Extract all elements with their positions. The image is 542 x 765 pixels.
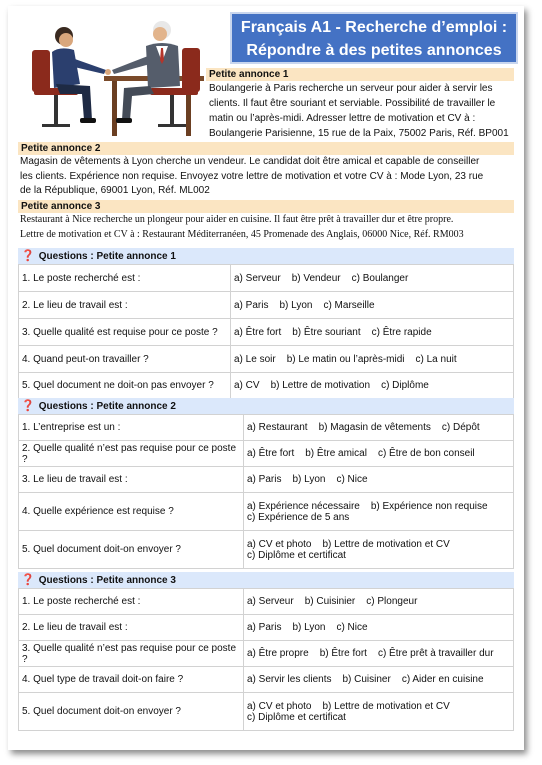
question-row: [19, 265, 514, 292]
question-text: 2. Quelle qualité n’est pas requise pour ce poste ?: [19, 441, 244, 467]
question-row: [19, 373, 514, 399]
question-row: [19, 693, 514, 731]
answer-options: [244, 441, 514, 467]
question-text: 1. Le poste recherché est :: [19, 589, 244, 615]
answer-option[interactable]: c) Plongeur: [366, 596, 418, 607]
ad-1-text: [209, 81, 515, 141]
answer-option[interactable]: c) Expérience de 5 ans: [247, 511, 350, 523]
answer-option[interactable]: b) Lettre de motivation: [270, 380, 371, 391]
questions-table-2: [18, 414, 514, 569]
answer-option[interactable]: b) Être amical: [305, 448, 367, 459]
answer-option[interactable]: c) Être prêt à travailler dur: [377, 648, 494, 659]
question-text: 3. Quelle qualité est requise pour ce poste ?: [19, 319, 231, 346]
question-row: [19, 531, 514, 569]
answer-option[interactable]: c) Diplôme: [381, 380, 429, 391]
answer-options: [244, 641, 514, 667]
answer-option[interactable]: b) Être souriant: [292, 326, 361, 338]
answer-option[interactable]: a) CV: [234, 380, 260, 391]
question-row: [19, 292, 514, 319]
question-text: 3. Quelle qualité n’est pas requise pour ce poste ?: [19, 641, 244, 667]
question-mark-icon: ❓: [21, 400, 35, 412]
answer-option[interactable]: b) Lettre de motivation et CV: [322, 538, 450, 550]
answer-options: [231, 373, 514, 399]
answer-option[interactable]: a) Le soir: [234, 353, 276, 365]
question-row: [19, 615, 514, 641]
title-line-2: Répondre à des petites annonces: [246, 42, 502, 59]
ad-3-text: [20, 213, 516, 242]
answer-option[interactable]: c) Marseille: [323, 299, 375, 311]
answer-option[interactable]: b) Cuisinier: [304, 596, 356, 607]
answer-option[interactable]: b) Expérience non requise: [370, 500, 488, 512]
answer-option[interactable]: c) Diplôme et certificat: [247, 549, 346, 561]
answer-option[interactable]: a) CV et photo: [247, 538, 312, 550]
worksheet-page: [8, 6, 524, 750]
question-text: 4. Quel type de travail doit-on faire ?: [19, 667, 244, 693]
question-row: [19, 667, 514, 693]
answer-option[interactable]: a) Paris: [234, 299, 269, 311]
question-text: 3. Le lieu de travail est :: [19, 467, 244, 493]
questions-table-3: [18, 588, 514, 731]
question-row: [19, 319, 514, 346]
questions-heading-label: Questions : Petite annonce 1: [38, 251, 176, 262]
questions-heading-3: [18, 572, 514, 588]
ad-3-line: Restaurant à Nice recherche un plongeur pour aider en cuisine. Il faut être prêt à travailler dur et être propre.: [20, 214, 454, 225]
questions-table-1: [18, 264, 514, 399]
answer-option[interactable]: c) Diplôme et certificat: [247, 711, 346, 723]
answer-option[interactable]: b) Être fort: [319, 648, 367, 659]
ad-2-line: les clients. Expérience non requise. Envoyez votre lettre de motivation et votre CV à : Mode Lyon, 23 rue: [20, 170, 484, 182]
answer-option[interactable]: b) Lyon: [292, 622, 326, 633]
ad-1-line: matin ou l’après-midi. Adresser lettre de motivation et CV à :: [209, 113, 476, 124]
ad-1-line: Boulangerie à Paris recherche un serveur pour aider à servir les: [209, 83, 493, 94]
question-text: 2. Le lieu de travail est :: [19, 292, 231, 319]
answer-option[interactable]: b) Lettre de motivation et CV: [322, 700, 450, 712]
title-line-1: Français A1 - Recherche d’emploi :: [240, 19, 508, 36]
ad-2-text: [20, 155, 516, 199]
answer-option[interactable]: a) Être fort: [234, 326, 282, 338]
answer-option[interactable]: a) Serveur: [234, 272, 281, 284]
answer-option[interactable]: b) Magasin de vêtements: [318, 422, 431, 433]
answer-option[interactable]: a) CV et photo: [247, 700, 312, 712]
answer-option[interactable]: c) Dépôt: [441, 422, 480, 433]
question-mark-icon: ❓: [21, 574, 35, 586]
question-text: 5. Quel document doit-on envoyer ?: [19, 693, 244, 731]
question-row: [19, 493, 514, 531]
answer-option[interactable]: a) Expérience nécessaire: [247, 500, 360, 512]
answer-options: [244, 693, 514, 731]
question-row: [19, 441, 514, 467]
ad-2-line: Magasin de vêtements à Lyon cherche un vendeur. Le candidat doit être amical et capable de conseiller: [20, 156, 480, 167]
answer-option[interactable]: c) Nice: [336, 474, 368, 485]
answer-options: [244, 493, 514, 531]
answer-option[interactable]: a) Restaurant: [247, 422, 308, 433]
answer-option[interactable]: a) Paris: [247, 474, 282, 485]
answer-option[interactable]: c) Être de bon conseil: [377, 448, 475, 459]
question-mark-icon: ❓: [21, 250, 35, 262]
question-text: 5. Quel document doit-on envoyer ?: [19, 531, 244, 569]
question-text: 4. Quelle expérience est requise ?: [19, 493, 244, 531]
answer-options: [231, 265, 514, 292]
question-text: 1. Le poste recherché est :: [19, 265, 231, 292]
answer-option[interactable]: a) Serveur: [247, 596, 294, 607]
question-row: [19, 467, 514, 493]
question-row: [19, 589, 514, 615]
answer-options: [244, 531, 514, 569]
question-row: [19, 346, 514, 373]
questions-heading-label: Questions : Petite annonce 3: [38, 575, 176, 586]
answer-option[interactable]: c) La nuit: [415, 353, 457, 365]
handshake-interview-illustration: [20, 10, 210, 142]
questions-heading-2: [18, 398, 514, 414]
answer-options: [244, 467, 514, 493]
ad-1-line: clients. Il faut être souriant et serviable. Possibilité de travailler le: [209, 98, 496, 109]
questions-heading-label: Questions : Petite annonce 2: [38, 401, 176, 412]
ad-1-line: Boulangerie Parisienne, 15 rue de la Paix, 75002 Paris, Réf. BP001: [209, 128, 509, 139]
answer-option[interactable]: b) Lyon: [279, 299, 313, 311]
questions-heading-1: [18, 248, 514, 264]
question-text: 2. Le lieu de travail est :: [19, 615, 244, 641]
ad-2-line: de la République, 69001 Lyon, Réf. ML002: [20, 185, 210, 196]
answer-options: [244, 415, 514, 441]
ad-2-heading: Petite annonce 2: [18, 142, 514, 155]
ad-1-heading: Petite annonce 1: [206, 68, 514, 81]
question-text: 5. Quel document ne doit-on pas envoyer ?: [19, 373, 231, 399]
question-row: [19, 641, 514, 667]
answer-option[interactable]: a) Être propre: [247, 648, 309, 659]
answer-options: [231, 319, 514, 346]
question-text: 4. Quand peut-on travailler ?: [19, 346, 231, 373]
answer-options: [231, 346, 514, 373]
answer-options: [244, 667, 514, 693]
ad-3-line: Lettre de motivation et CV à : Restaurant Méditerranéen, 45 Promenade des Anglais, 06000 Nice, Réf. RM003: [20, 228, 464, 240]
answer-option[interactable]: b) Cuisiner: [342, 674, 391, 685]
answer-option[interactable]: c) Nice: [336, 622, 368, 633]
answer-option[interactable]: a) Servir les clients: [247, 674, 332, 685]
answer-options: [244, 615, 514, 641]
question-row: [19, 415, 514, 441]
answer-option[interactable]: c) Aider en cuisine: [401, 674, 484, 685]
answer-option[interactable]: a) Paris: [247, 622, 282, 633]
ad-3-heading: Petite annonce 3: [18, 200, 514, 213]
answer-options: [231, 292, 514, 319]
answer-option[interactable]: b) Vendeur: [291, 272, 341, 284]
worksheet-title: [230, 12, 518, 64]
answer-option[interactable]: b) Lyon: [292, 474, 326, 485]
question-text: 1. L’entreprise est un :: [19, 415, 244, 441]
answer-options: [244, 589, 514, 615]
answer-option[interactable]: a) Être fort: [247, 448, 295, 459]
answer-option[interactable]: c) Boulanger: [351, 272, 409, 284]
answer-option[interactable]: b) Le matin ou l’après-midi: [286, 353, 405, 365]
answer-option[interactable]: c) Être rapide: [371, 326, 432, 338]
